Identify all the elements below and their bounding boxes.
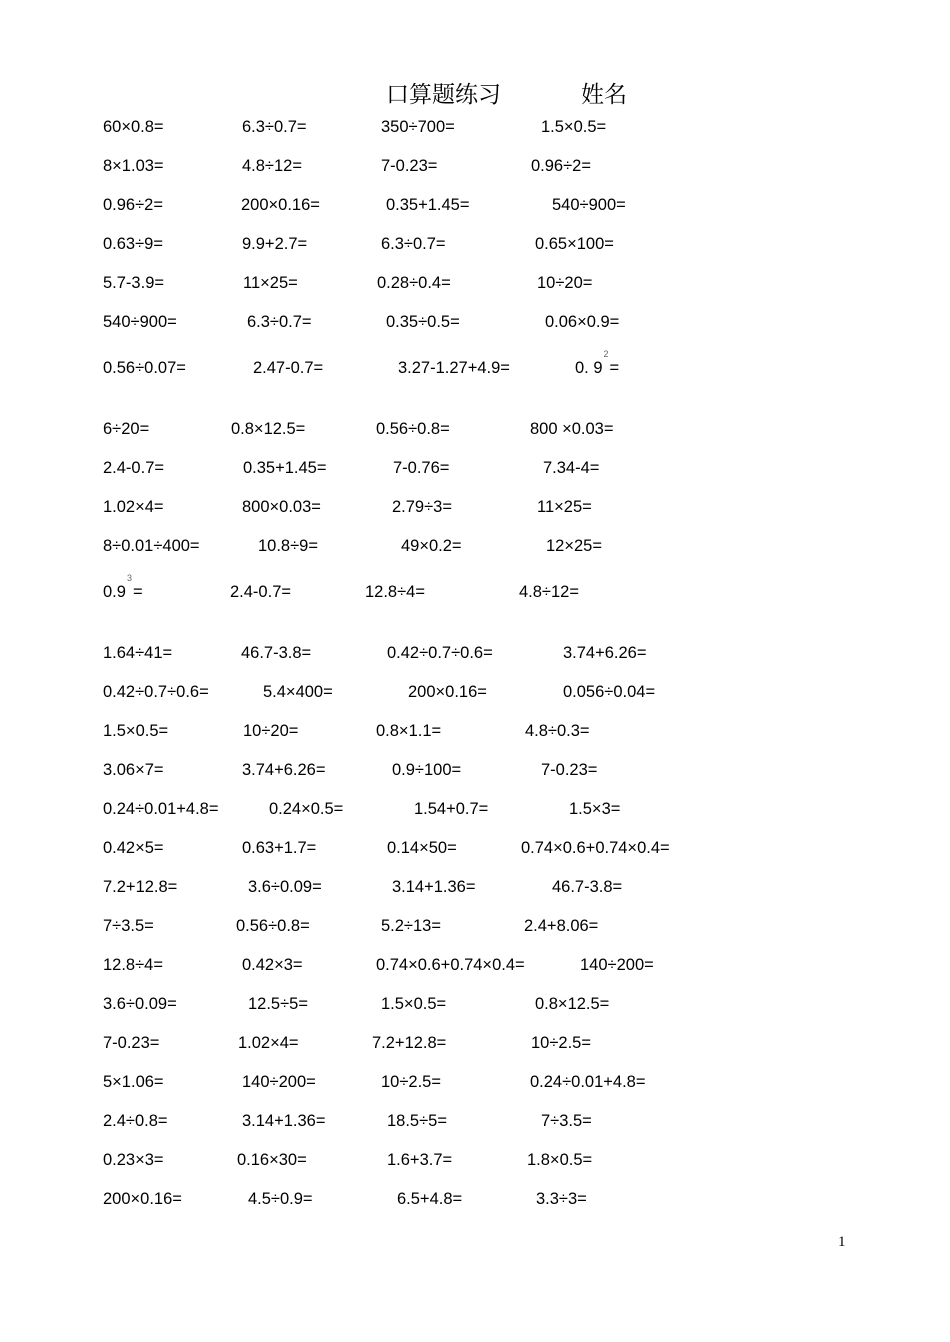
problem-row [0, 420, 950, 442]
math-problem: 12.5÷5= [248, 995, 308, 1013]
math-problem: 3.6÷0.09= [103, 995, 177, 1013]
page-number: 1 [838, 1234, 846, 1250]
problem-row [0, 498, 950, 520]
math-problem: 12.8÷4= [103, 956, 163, 974]
math-problem: 3.27-1.27+4.9= [398, 359, 510, 377]
problem-row [0, 683, 950, 705]
problem-row [0, 761, 950, 783]
problem-row [0, 722, 950, 744]
math-problem: 800×0.03= [242, 498, 321, 516]
math-problem: 1.02×4= [238, 1034, 299, 1052]
math-problem: 0.35+1.45= [243, 459, 327, 477]
name-label: 姓名 [581, 82, 627, 108]
math-problem: 6.3÷0.7= [242, 118, 307, 136]
math-problem: 4.8÷0.3= [525, 722, 590, 740]
math-problem: 3.14+1.36= [392, 878, 476, 896]
math-problem: 9.9+2.7= [242, 235, 308, 253]
math-problem: 0.24÷0.01+4.8= [103, 800, 219, 818]
math-problem: 0.42÷0.7÷0.6= [103, 683, 209, 701]
math-problem: 46.7-3.8= [552, 878, 623, 896]
problem-row [0, 1190, 950, 1212]
math-problem: 0.35÷0.5= [386, 313, 460, 331]
math-problem: 0.9÷100= [392, 761, 462, 779]
math-problem: 0.16×30= [237, 1151, 307, 1169]
math-problem: 0.96÷2= [103, 196, 163, 214]
math-problem: 1.5×0.5= [541, 118, 607, 136]
math-problem: 7.34-4= [543, 459, 600, 477]
math-problem: 0.96÷2= [531, 157, 591, 175]
math-problem: 12×25= [546, 537, 602, 555]
math-problem: 18.5÷5= [387, 1112, 447, 1130]
math-problem: 0.74×0.6+0.74×0.4= [376, 956, 525, 974]
math-problem: 4.8÷12= [519, 583, 579, 601]
math-problem: 7.2+12.8= [372, 1034, 447, 1052]
math-problem: 0.06×0.9= [545, 313, 620, 331]
page-title: 口算题练习 [386, 82, 501, 108]
math-problem: 0.056÷0.04= [563, 683, 656, 701]
math-problem: 0.42÷0.7÷0.6= [387, 644, 493, 662]
problem-row [0, 459, 950, 481]
math-problem: 140÷200= [580, 956, 654, 974]
problem-row [0, 1073, 950, 1095]
math-problem: 46.7-3.8= [241, 644, 312, 662]
math-problem: 3.3÷3= [536, 1190, 587, 1208]
math-problem: 11×25= [537, 498, 592, 516]
problem-row [0, 235, 950, 257]
math-problem: 10÷20= [243, 722, 299, 740]
math-problem: 0.28÷0.4= [377, 274, 451, 292]
math-problem: 7-0.23= [381, 157, 438, 175]
math-problem: 0.74×0.6+0.74×0.4= [521, 839, 670, 857]
problem-row [0, 274, 950, 296]
math-problem: 1.64÷41= [103, 644, 173, 662]
math-problem: 6÷20= [103, 420, 150, 438]
math-problem: 540÷900= [552, 196, 626, 214]
problem-row [0, 1151, 950, 1173]
math-problem: $0.9^3=$ [103, 573, 143, 601]
header [0, 76, 950, 110]
math-problem: 3.74+6.26= [563, 644, 647, 662]
math-problem: 200×0.16= [103, 1190, 182, 1208]
math-problem: 7.2+12.8= [103, 878, 178, 896]
math-problem: 0.42×5= [103, 839, 164, 857]
math-problem: 0.14×50= [387, 839, 457, 857]
math-problem: 540÷900= [103, 313, 177, 331]
math-problem: 3.6÷0.09= [248, 878, 322, 896]
math-problem: 0.24÷0.01+4.8= [530, 1073, 646, 1091]
problem-row [0, 537, 950, 559]
math-problem: 2.4÷0.8= [103, 1112, 168, 1130]
exponent: 2 [603, 349, 609, 359]
problem-row [0, 157, 950, 179]
math-problem: 4.5÷0.9= [248, 1190, 313, 1208]
math-problem: 7-0.23= [103, 1034, 160, 1052]
math-problem: 0.8×1.1= [376, 722, 442, 740]
math-problem: 7÷3.5= [541, 1112, 592, 1130]
math-problem: 0.56÷0.07= [103, 359, 186, 377]
math-problem: 2.4+8.06= [524, 917, 599, 935]
math-problem: 3.74+6.26= [242, 761, 326, 779]
math-problem: 0.56÷0.8= [236, 917, 310, 935]
math-problem: 1.5×0.5= [103, 722, 169, 740]
math-problem: 6.3÷0.7= [381, 235, 446, 253]
math-problem: 800 ×0.03= [530, 420, 614, 438]
math-problem: 10÷2.5= [531, 1034, 591, 1052]
math-problem: 7-0.76= [393, 459, 450, 477]
math-problem: 1.8×0.5= [527, 1151, 593, 1169]
problem-row [0, 1034, 950, 1056]
math-problem: 5.2÷13= [381, 917, 441, 935]
math-problem: 0.23×3= [103, 1151, 164, 1169]
math-problem: 1.02×4= [103, 498, 164, 516]
math-problem: 0.42×3= [242, 956, 303, 974]
math-problem: 2.4-0.7= [103, 459, 165, 477]
math-problem: 7-0.23= [541, 761, 598, 779]
problem-row [0, 878, 950, 900]
problem-row [0, 644, 950, 666]
math-problem: 0.56÷0.8= [376, 420, 450, 438]
math-problem: 200×0.16= [241, 196, 320, 214]
math-problem: 1.5×3= [569, 800, 621, 818]
math-problem: 12.8÷4= [365, 583, 425, 601]
math-problem: 0.8×12.5= [535, 995, 610, 1013]
math-problem: 60×0.8= [103, 118, 164, 136]
math-problem: 1.54+0.7= [414, 800, 489, 818]
math-problem: 0.63÷9= [103, 235, 163, 253]
math-problem: 0.63+1.7= [242, 839, 317, 857]
math-problem: 11×25= [243, 274, 298, 292]
problem-row [0, 800, 950, 822]
math-problem: 3.14+1.36= [242, 1112, 326, 1130]
math-problem: 5.4×400= [263, 683, 333, 701]
math-problem: 3.06×7= [103, 761, 164, 779]
math-problem: 0.35+1.45= [386, 196, 470, 214]
math-problem: 8×1.03= [103, 157, 164, 175]
problem-row [0, 349, 950, 381]
math-problem: 0.24×0.5= [269, 800, 344, 818]
math-problem: 10÷20= [537, 274, 593, 292]
math-problem: 5.7-3.9= [103, 274, 165, 292]
exponent: 3 [126, 573, 132, 583]
math-problem: 2.4-0.7= [230, 583, 292, 601]
math-problem: 8÷0.01÷400= [103, 537, 200, 555]
math-problem: 7÷3.5= [103, 917, 154, 935]
math-problem: 140÷200= [242, 1073, 316, 1091]
math-problem: 0.65×100= [535, 235, 614, 253]
problem-row [0, 1112, 950, 1134]
math-problem: 49×0.2= [401, 537, 462, 555]
math-problem: 1.6+3.7= [387, 1151, 453, 1169]
math-problem: 0. $9^2=$ [575, 349, 620, 377]
math-problem: 350÷700= [381, 118, 455, 136]
math-problem: 1.5×0.5= [381, 995, 447, 1013]
math-problem: 4.8÷12= [242, 157, 302, 175]
math-problem: 2.47-0.7= [253, 359, 324, 377]
problem-row [0, 118, 950, 140]
problem-row [0, 196, 950, 218]
math-problem: 6.5+4.8= [397, 1190, 463, 1208]
math-problem: 6.3÷0.7= [247, 313, 312, 331]
problem-row [0, 839, 950, 861]
math-problem: 200×0.16= [408, 683, 487, 701]
problem-row [0, 956, 950, 978]
problem-row [0, 573, 950, 605]
problem-row [0, 917, 950, 939]
math-problem: 10÷2.5= [381, 1073, 441, 1091]
math-problem: 0.8×12.5= [231, 420, 306, 438]
math-problem: 10.8÷9= [258, 537, 318, 555]
math-problem: 2.79÷3= [392, 498, 452, 516]
math-problem: 5×1.06= [103, 1073, 164, 1091]
problem-row [0, 995, 950, 1017]
problem-row [0, 313, 950, 335]
